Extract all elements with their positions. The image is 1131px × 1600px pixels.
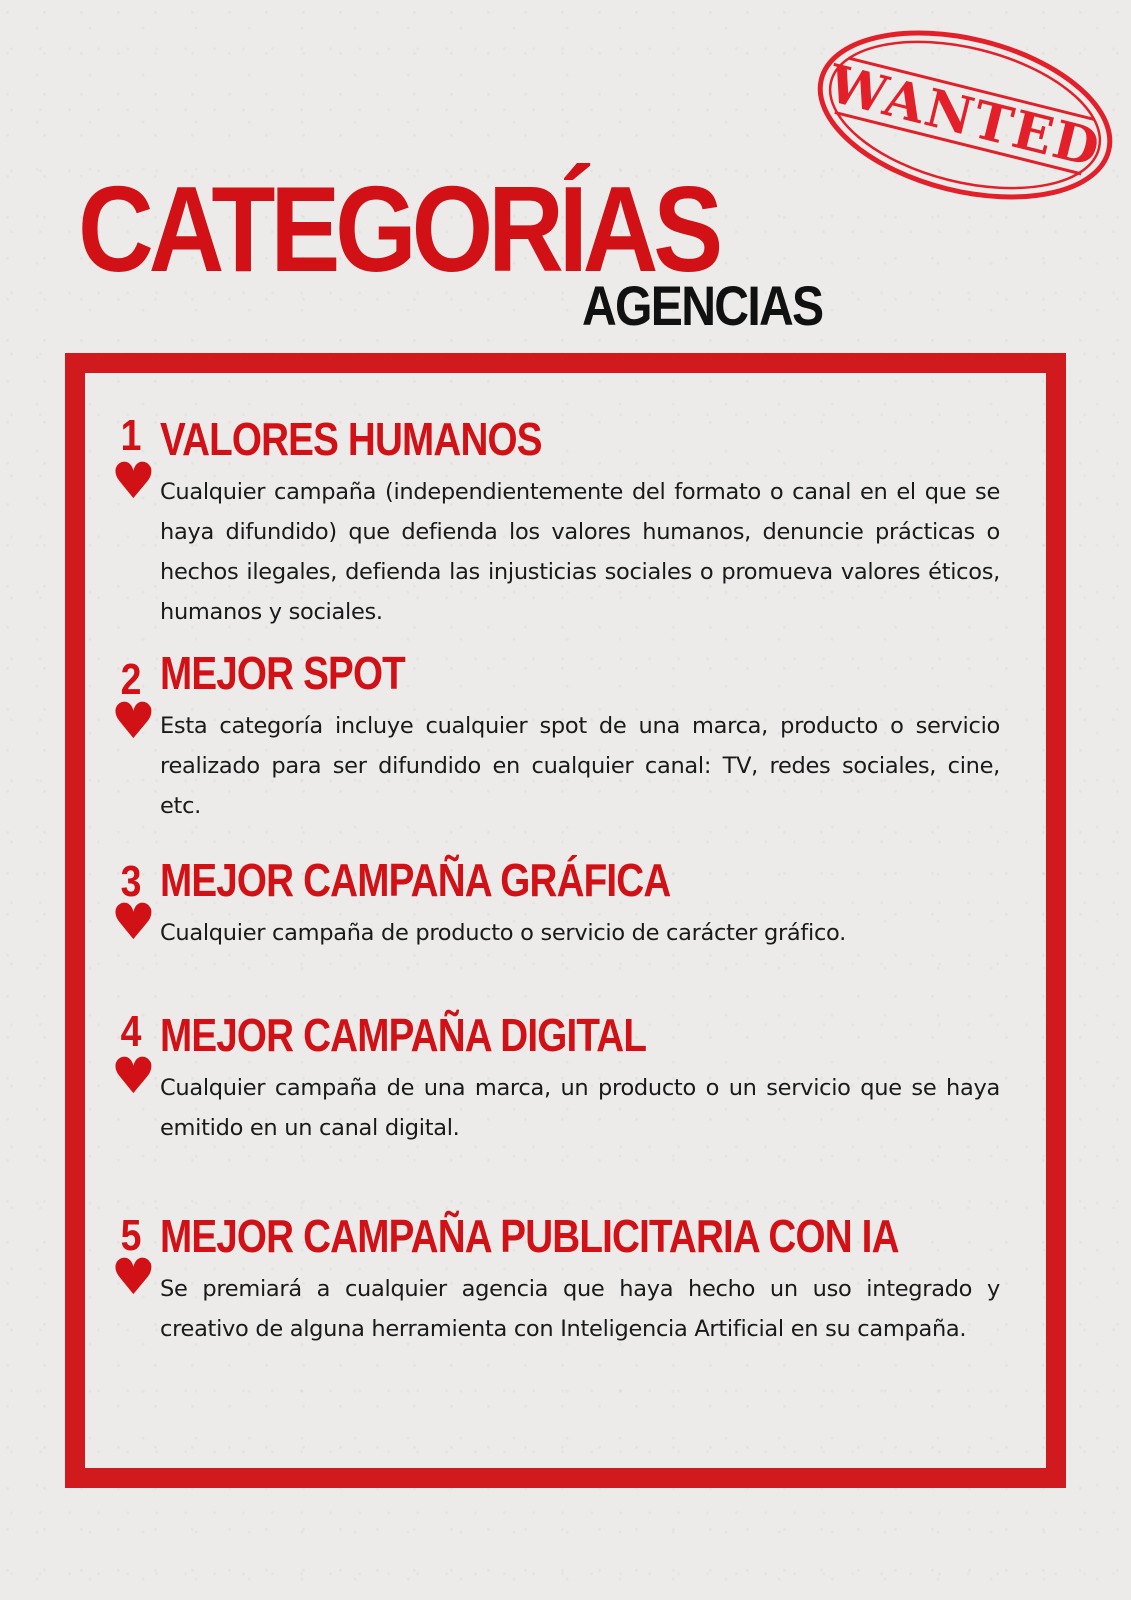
category-title: MEJOR SPOT xyxy=(160,647,405,699)
category-item xyxy=(160,413,1000,632)
category-number: 5 xyxy=(120,1211,142,1260)
heart-icon: ♥ xyxy=(111,452,156,510)
category-title: MEJOR CAMPAÑA GRÁFICA xyxy=(160,854,671,906)
category-description: Cualquier campaña de una marca, un producto o un servicio que se haya emitido en un canal digital. xyxy=(160,1075,1000,1141)
stamp-text: WANTED xyxy=(822,53,1108,180)
category-description: Esta categoría incluye cualquier spot de una marca, producto o servicio realizado para ser difundido en cualquier canal: TV, redes sociales, cine, etc. xyxy=(160,713,1000,819)
wanted-stamp xyxy=(798,8,1131,223)
heart-icon: ♥ xyxy=(111,893,156,951)
category-item xyxy=(160,647,1000,826)
category-title: VALORES HUMANOS xyxy=(160,413,542,465)
page-title: CATEGORÍAS xyxy=(78,161,719,297)
category-number: 2 xyxy=(120,655,142,704)
category-description: Cualquier campaña de producto o servicio de carácter gráfico. xyxy=(160,920,846,946)
category-item xyxy=(160,1210,1000,1349)
category-item xyxy=(160,1009,1000,1148)
category-title: MEJOR CAMPAÑA DIGITAL xyxy=(160,1009,647,1061)
category-item xyxy=(160,854,1000,953)
category-number: 1 xyxy=(120,411,142,460)
category-description: Cualquier campaña (independientemente del formato o canal en el que se haya difundido) que defienda los valores humanos, denuncie prácticas o hechos ilegales, defienda las injusticias sociales o promueva valores éticos, humanos y sociales. xyxy=(160,479,1000,625)
heart-icon: ♥ xyxy=(111,692,156,750)
heart-icon: ♥ xyxy=(111,1047,156,1105)
heart-icon: ♥ xyxy=(111,1248,156,1306)
page-subtitle: AGENCIAS xyxy=(582,274,823,337)
category-number: 4 xyxy=(120,1007,142,1056)
category-number: 3 xyxy=(120,857,142,906)
category-title: MEJOR CAMPAÑA PUBLICITARIA CON IA xyxy=(160,1210,899,1262)
category-description: Se premiará a cualquier agencia que haya hecho un uso integrado y creativo de alguna herramienta con Inteligencia Artificial en su campaña. xyxy=(160,1276,1000,1342)
